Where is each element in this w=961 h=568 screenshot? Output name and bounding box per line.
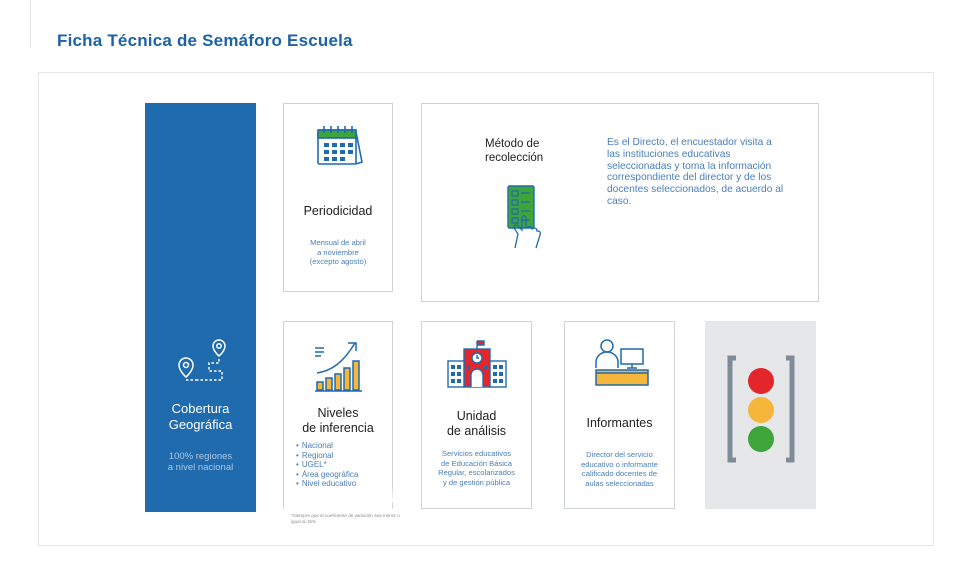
cobertura-title <box>145 401 256 433</box>
map-route-pins-icon <box>176 338 228 395</box>
unidad-desc-line1: Servicios educativos <box>441 449 512 458</box>
list-item: • Área geográfica <box>296 469 359 479</box>
list-item: • Regional <box>296 450 334 460</box>
unidad-desc-line2: de Educación Básica <box>441 458 512 468</box>
cobertura-title-line2: Geográfica <box>168 417 233 432</box>
periodicidad-title: Periodicidad <box>303 204 373 218</box>
unidad-title-line2: de análisis <box>446 424 507 438</box>
cobertura-card <box>145 103 256 512</box>
niveles-title-line1: Niveles <box>317 406 359 420</box>
calendar-icon <box>315 122 365 173</box>
informantes-description <box>569 450 670 488</box>
list-fade-overlay <box>284 488 394 502</box>
unidad-title-line1: Unidad <box>456 409 497 423</box>
informantes-title: Informantes <box>586 416 653 430</box>
niveles-footnote: *Siempre que el coeficiente de variación sea menor o igual al 15% <box>291 513 400 524</box>
unidad-card <box>421 321 532 509</box>
list-item-label: UGEL* <box>301 460 327 470</box>
informantes-desc-line3: calificado docentes de <box>581 469 658 479</box>
list-item-label: Nacional <box>301 441 333 450</box>
person-at-desk-icon <box>594 338 650 395</box>
growth-bar-chart-icon <box>313 337 367 398</box>
hand-tablet-form-icon <box>503 184 543 255</box>
semaforo-card <box>705 321 816 509</box>
school-building-icon <box>446 339 508 394</box>
niveles-title-line2: de inferencia <box>302 421 374 435</box>
metodo-description: Es el Directo, el encuestador visita a las instituciones educativas seleccionadas y toma la información correspondiente del director y de los docentes seleccionados, de acuerdo al caso. <box>607 137 784 207</box>
periodicidad-card <box>283 103 393 292</box>
periodicidad-desc-line3: (excepto agosto) <box>309 257 367 267</box>
periodicidad-desc-line1: Mensual de abril <box>310 238 366 247</box>
header-divider <box>30 0 31 48</box>
periodicidad-desc-line2: a noviembre <box>317 247 359 257</box>
cobertura-title-line1: Cobertura <box>171 401 230 416</box>
list-item: • Nacional <box>296 441 333 450</box>
niveles-list <box>296 441 358 489</box>
niveles-title <box>284 406 392 436</box>
list-item: • UGEL* <box>296 460 327 470</box>
unidad-desc-line4: y de gestión pública <box>442 477 511 487</box>
cobertura-desc-line1: 100% regiones <box>168 451 233 462</box>
metodo-title-line1: Método de <box>485 138 540 150</box>
metodo-title <box>485 137 543 165</box>
cobertura-description <box>145 451 256 473</box>
informantes-desc-line4: aulas seleccionadas <box>585 478 654 488</box>
list-item: • Nivel educativo <box>296 479 357 489</box>
page-title: Ficha Técnica de Semáforo Escuela <box>57 31 353 50</box>
cobertura-desc-line2: a nivel nacional <box>167 462 234 473</box>
traffic-light-icon <box>725 353 797 470</box>
list-item-label: Nivel educativo <box>301 479 357 489</box>
informantes-desc-line2: educativo o informante <box>581 459 658 469</box>
list-item-label: Área geográfica <box>301 469 359 479</box>
informantes-card <box>564 321 675 509</box>
metodo-title-line2: recolección <box>485 152 544 164</box>
unidad-description <box>426 449 527 487</box>
informantes-desc-line1: Director del servicio <box>586 450 653 459</box>
unidad-desc-line3: Regular, escolarizados <box>438 468 515 478</box>
periodicidad-description <box>288 238 388 267</box>
list-item-label: Regional <box>301 450 334 460</box>
unidad-title <box>422 409 531 439</box>
